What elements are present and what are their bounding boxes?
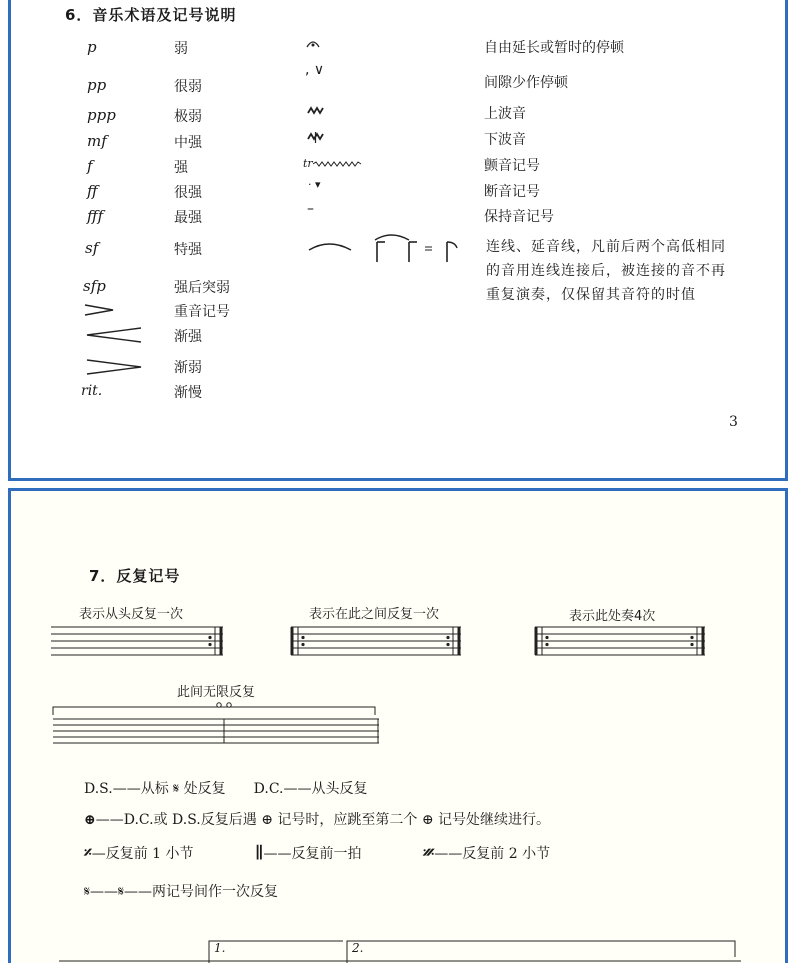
section-7-title: 7．反复记号 <box>89 567 181 585</box>
infinite-repeat-staff <box>51 699 385 751</box>
fermata-icon <box>305 37 321 49</box>
tie-illustration-icon <box>305 230 465 264</box>
tenuto-icon: – <box>307 201 314 217</box>
staccato-icon: · ▾ <box>308 178 321 191</box>
repeat-two-line <box>423 843 550 863</box>
upper-mordent-icon <box>307 106 325 116</box>
sign-meaning: 断音记号 <box>484 184 540 200</box>
sign-meaning: 保持音记号 <box>484 209 554 225</box>
ds-dc-line: D.S.——从标 𝄋 处反复 D.C.——从头反复 <box>84 781 368 797</box>
volta-first-label: 1. <box>214 941 226 955</box>
dynamic-meaning: 强后突弱 <box>174 280 230 296</box>
dynamic-meaning: 渐弱 <box>174 360 202 376</box>
sign-meaning: 间隙少作停顿 <box>484 75 568 91</box>
section-6-title: 6．音乐术语及记号说明 <box>65 6 237 24</box>
dynamic-symbol: fff <box>87 207 104 225</box>
diminuendo-icon <box>83 358 145 376</box>
dynamic-meaning: 特强 <box>174 242 202 258</box>
dynamic-meaning: 重音记号 <box>174 304 230 320</box>
repeat-from-start-staff <box>51 623 227 659</box>
dynamic-meaning: 弱 <box>174 41 188 57</box>
segno-text: ——𝄋——两记号间作一次反复 <box>90 884 279 900</box>
dynamic-symbol: p <box>87 38 97 56</box>
coda-line <box>84 809 550 829</box>
staff-label: 表示此处奏4次 <box>569 609 656 624</box>
coda-text: ——D.C.或 D.S.反复后遇 ⊕ 记号时，应跳至第二个 ⊕ 记号处继续进行。 <box>95 812 551 828</box>
sign-meaning: 下波音 <box>484 132 526 148</box>
sign-meaning: 上波音 <box>484 106 526 122</box>
repeat-four-times-staff <box>533 623 709 659</box>
page-number: 3 <box>729 414 738 430</box>
sign-meaning: 自由延长或暂时的停顿 <box>484 40 624 56</box>
trill-icon: tr <box>303 157 363 170</box>
dynamic-symbol: ppp <box>87 106 116 124</box>
dynamic-meaning: 渐慢 <box>174 385 202 401</box>
dynamic-meaning: 很强 <box>174 185 202 201</box>
repeat-beat-line <box>255 843 361 863</box>
repeat-beat-text: ——反复前一拍 <box>263 846 362 862</box>
dynamic-symbol: mf <box>87 132 107 150</box>
repeat-two-text: ——反复前 2 小节 <box>434 846 551 862</box>
staff-label: 表示在此之间反复一次 <box>309 607 440 622</box>
dynamic-symbol: sf <box>85 239 99 257</box>
coda-icon: ⊕ <box>84 812 96 828</box>
repeat-bar-line <box>84 843 194 863</box>
lower-mordent-icon <box>307 132 325 144</box>
crescendo-icon <box>83 326 145 344</box>
dynamic-symbol: pp <box>87 76 107 94</box>
dynamic-symbol: rit. <box>81 383 103 399</box>
dynamic-meaning: 极弱 <box>174 109 202 125</box>
page-section-6 <box>8 0 788 481</box>
accent-icon <box>83 303 117 317</box>
page-section-7 <box>8 488 788 963</box>
segno-line <box>84 881 278 901</box>
dynamic-symbol: ff <box>87 182 98 200</box>
dynamic-symbol: sfp <box>83 277 106 295</box>
volta-second-label: 2. <box>352 941 364 955</box>
breath-mark-icon: , ∨ <box>305 62 325 78</box>
infinite-repeat-label: 此间无限反复 <box>177 685 256 700</box>
repeat-beat-icon: ∥ <box>255 843 264 862</box>
repeat-bar-text: —反复前 1 小节 <box>91 846 194 862</box>
repeat-two-icon: 𝄏 <box>423 843 435 862</box>
dynamic-meaning: 最强 <box>174 210 202 226</box>
tie-description: 连线、延音线，凡前后两个高低相同的音用连线连接后，被连接的音不再重复演奏，仅保留其音符的时值 <box>486 239 726 303</box>
repeat-between-staff <box>289 623 465 659</box>
dynamic-meaning: 渐强 <box>174 329 202 345</box>
sign-meaning: 颤音记号 <box>484 158 540 174</box>
staff-label: 表示从头反复一次 <box>79 607 184 622</box>
dynamic-meaning: 很弱 <box>174 79 202 95</box>
dynamic-symbol: f <box>87 157 93 175</box>
dynamic-meaning: 中强 <box>174 135 202 151</box>
segno-icon: 𝄋 <box>84 884 91 900</box>
dynamic-meaning: 强 <box>174 160 188 176</box>
repeat-bar-icon: 𝄎 <box>84 843 92 862</box>
volta-staff <box>51 937 751 963</box>
